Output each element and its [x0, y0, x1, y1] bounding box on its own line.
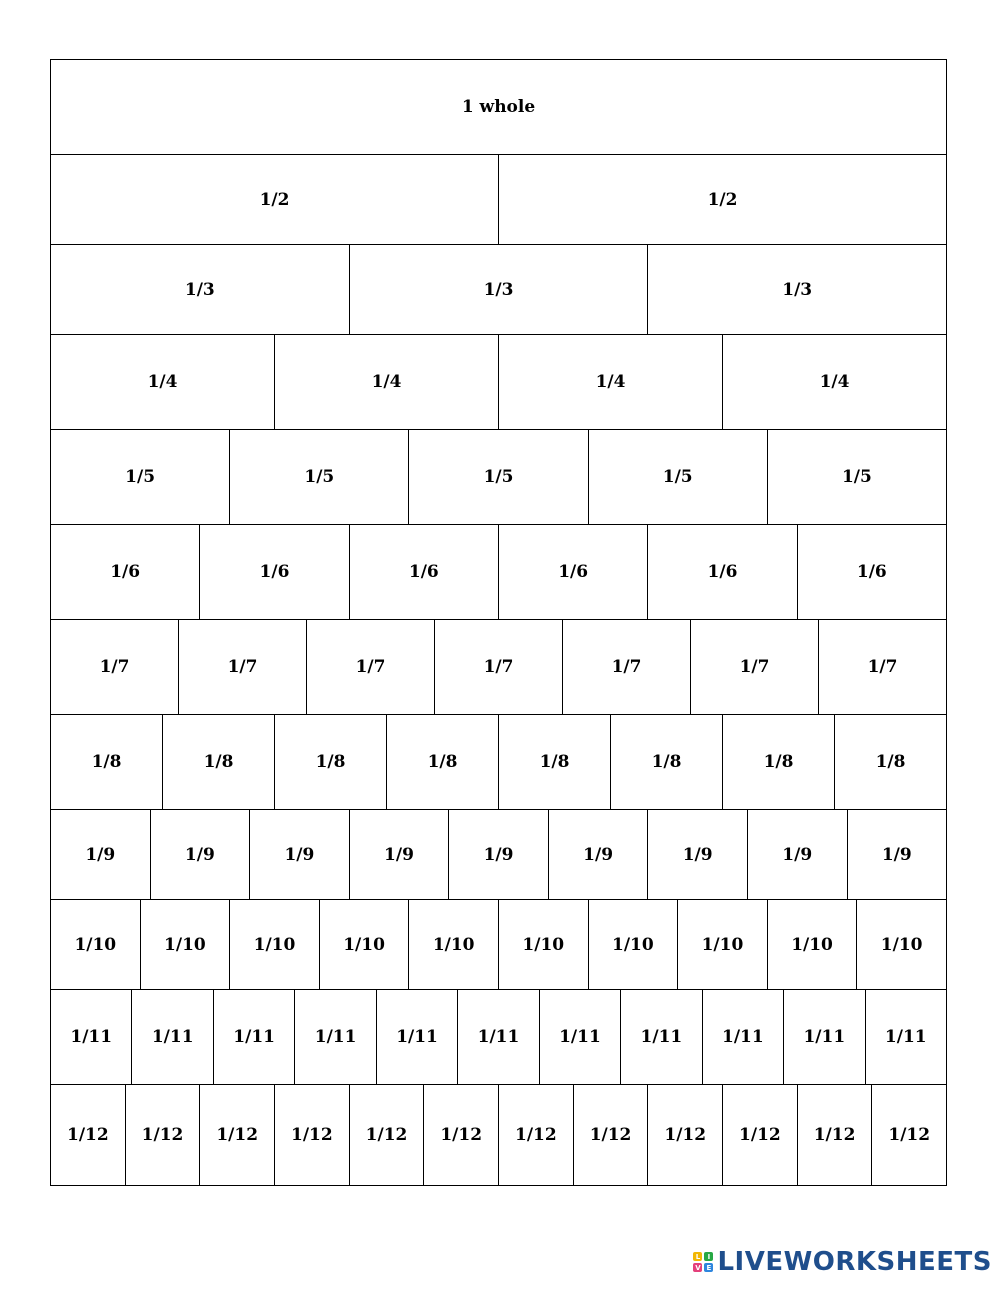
fraction-cell: 1/6 [856, 562, 887, 582]
fraction-row-9 [51, 810, 946, 900]
fraction-cell: 1/11 [51, 990, 132, 1084]
fraction-cell: 1/11 [784, 990, 865, 1084]
fraction-cell: 1/6 [648, 525, 797, 619]
fraction-cell: 1/4 [51, 335, 275, 429]
fraction-cell: 1/10 [320, 900, 410, 989]
fraction-row-3 [51, 245, 946, 335]
fraction-cell: 1/12 [275, 1085, 350, 1185]
fraction-cell: 1/7 [307, 620, 435, 714]
fraction-cell: 1/10 [51, 900, 141, 989]
fraction-cell: 1/9 [151, 810, 251, 899]
fraction-cell: 1/12 [200, 1085, 275, 1185]
fraction-cell: 1/10 [499, 900, 589, 989]
logo-letter: L [693, 1252, 702, 1261]
fraction-cell: 1/8 [275, 715, 387, 809]
fraction-cell: 1/12 [499, 1085, 574, 1185]
fraction-cell: 1/11 [621, 990, 702, 1084]
fraction-row-11 [51, 990, 946, 1085]
fraction-cell: 1/9 [449, 810, 549, 899]
fraction-cell: 1/9 [648, 810, 748, 899]
fraction-row-10 [51, 900, 946, 990]
fraction-cell: 1/8 [611, 715, 723, 809]
fraction-cell: 1/5 [51, 430, 230, 524]
fraction-cell: 1/8 [387, 715, 499, 809]
fraction-cell: 1/12 [350, 1085, 425, 1185]
fraction-row-4 [51, 335, 946, 430]
liveworksheets-logo [693, 1247, 992, 1277]
fraction-wall [50, 59, 947, 1186]
fraction-cell: 1/3 [51, 245, 350, 334]
fraction-cell: 1/12 [648, 1085, 723, 1185]
logo-letter: E [704, 1263, 713, 1272]
fraction-cell: 1/10 [230, 900, 320, 989]
fraction-cell: 1/8 [875, 752, 906, 772]
fraction-row-8 [51, 715, 946, 810]
fraction-cell: 1/11 [132, 990, 213, 1084]
fraction-cell: 1/2 [707, 189, 738, 210]
fraction-cell: 1/7 [691, 620, 819, 714]
fraction-cell: 1/9 [748, 810, 848, 899]
fraction-cell: 1/3 [782, 279, 813, 300]
fraction-cell: 1/10 [880, 934, 923, 955]
fraction-cell: 1/10 [589, 900, 679, 989]
fraction-cell: 1/9 [549, 810, 649, 899]
fraction-row-7 [51, 620, 946, 715]
fraction-cell: 1/11 [703, 990, 784, 1084]
fraction-row-2 [51, 155, 946, 245]
fraction-cell: 1/9 [250, 810, 350, 899]
fraction-cell: 1/11 [884, 1027, 927, 1047]
fraction-cell: 1/7 [563, 620, 691, 714]
fraction-row-5 [51, 430, 946, 525]
fraction-cell: 1/4 [499, 335, 723, 429]
fraction-cell: 1/5 [409, 430, 588, 524]
fraction-row-12 [51, 1085, 946, 1185]
fraction-cell: 1/12 [424, 1085, 499, 1185]
fraction-cell: 1/11 [377, 990, 458, 1084]
fraction-cell: 1/11 [214, 990, 295, 1084]
fraction-cell: 1/6 [350, 525, 499, 619]
fraction-cell: 1/2 [51, 155, 499, 244]
fraction-cell: 1/11 [458, 990, 539, 1084]
fraction-cell: 1 whole [461, 97, 536, 117]
fraction-cell: 1/12 [888, 1125, 931, 1145]
fraction-cell: 1/7 [867, 657, 898, 677]
fraction-row-6 [51, 525, 946, 620]
fraction-cell: 1/9 [881, 844, 912, 865]
fraction-cell: 1/12 [574, 1085, 649, 1185]
fraction-cell: 1/11 [295, 990, 376, 1084]
logo-letter: V [695, 1263, 701, 1272]
fraction-cell: 1/12 [798, 1085, 873, 1185]
fraction-cell: 1/6 [200, 525, 349, 619]
fraction-cell: 1/12 [723, 1085, 798, 1185]
fraction-cell: 1/11 [540, 990, 621, 1084]
fraction-cell: 1/5 [230, 430, 409, 524]
fraction-cell: 1/6 [499, 525, 648, 619]
fraction-cell: 1/9 [51, 810, 151, 899]
fraction-cell: 1/12 [126, 1085, 201, 1185]
fraction-cell: 1/10 [678, 900, 768, 989]
fraction-cell: 1/8 [499, 715, 611, 809]
fraction-cell: 1/7 [179, 620, 307, 714]
fraction-cell: 1/10 [768, 900, 858, 989]
fraction-cell: 1/8 [51, 715, 163, 809]
fraction-row-1 [51, 60, 946, 155]
fraction-cell: 1/5 [589, 430, 768, 524]
logo-mark-icon [693, 1252, 713, 1272]
fraction-cell: 1/6 [51, 525, 200, 619]
fraction-cell: 1/10 [409, 900, 499, 989]
fraction-cell: 1/5 [841, 467, 872, 487]
fraction-cell: 1/12 [51, 1085, 126, 1185]
fraction-cell: 1/7 [51, 620, 179, 714]
fraction-cell: 1/8 [723, 715, 835, 809]
logo-text: LIVEWORKSHEETS [717, 1247, 992, 1277]
fraction-cell: 1/8 [163, 715, 275, 809]
fraction-cell: 1/3 [350, 245, 649, 334]
fraction-cell: 1/4 [275, 335, 499, 429]
logo-letter: I [704, 1252, 713, 1261]
fraction-cell: 1/10 [141, 900, 231, 989]
fraction-cell: 1/7 [435, 620, 563, 714]
fraction-cell: 1/9 [350, 810, 450, 899]
fraction-cell: 1/4 [819, 372, 850, 392]
